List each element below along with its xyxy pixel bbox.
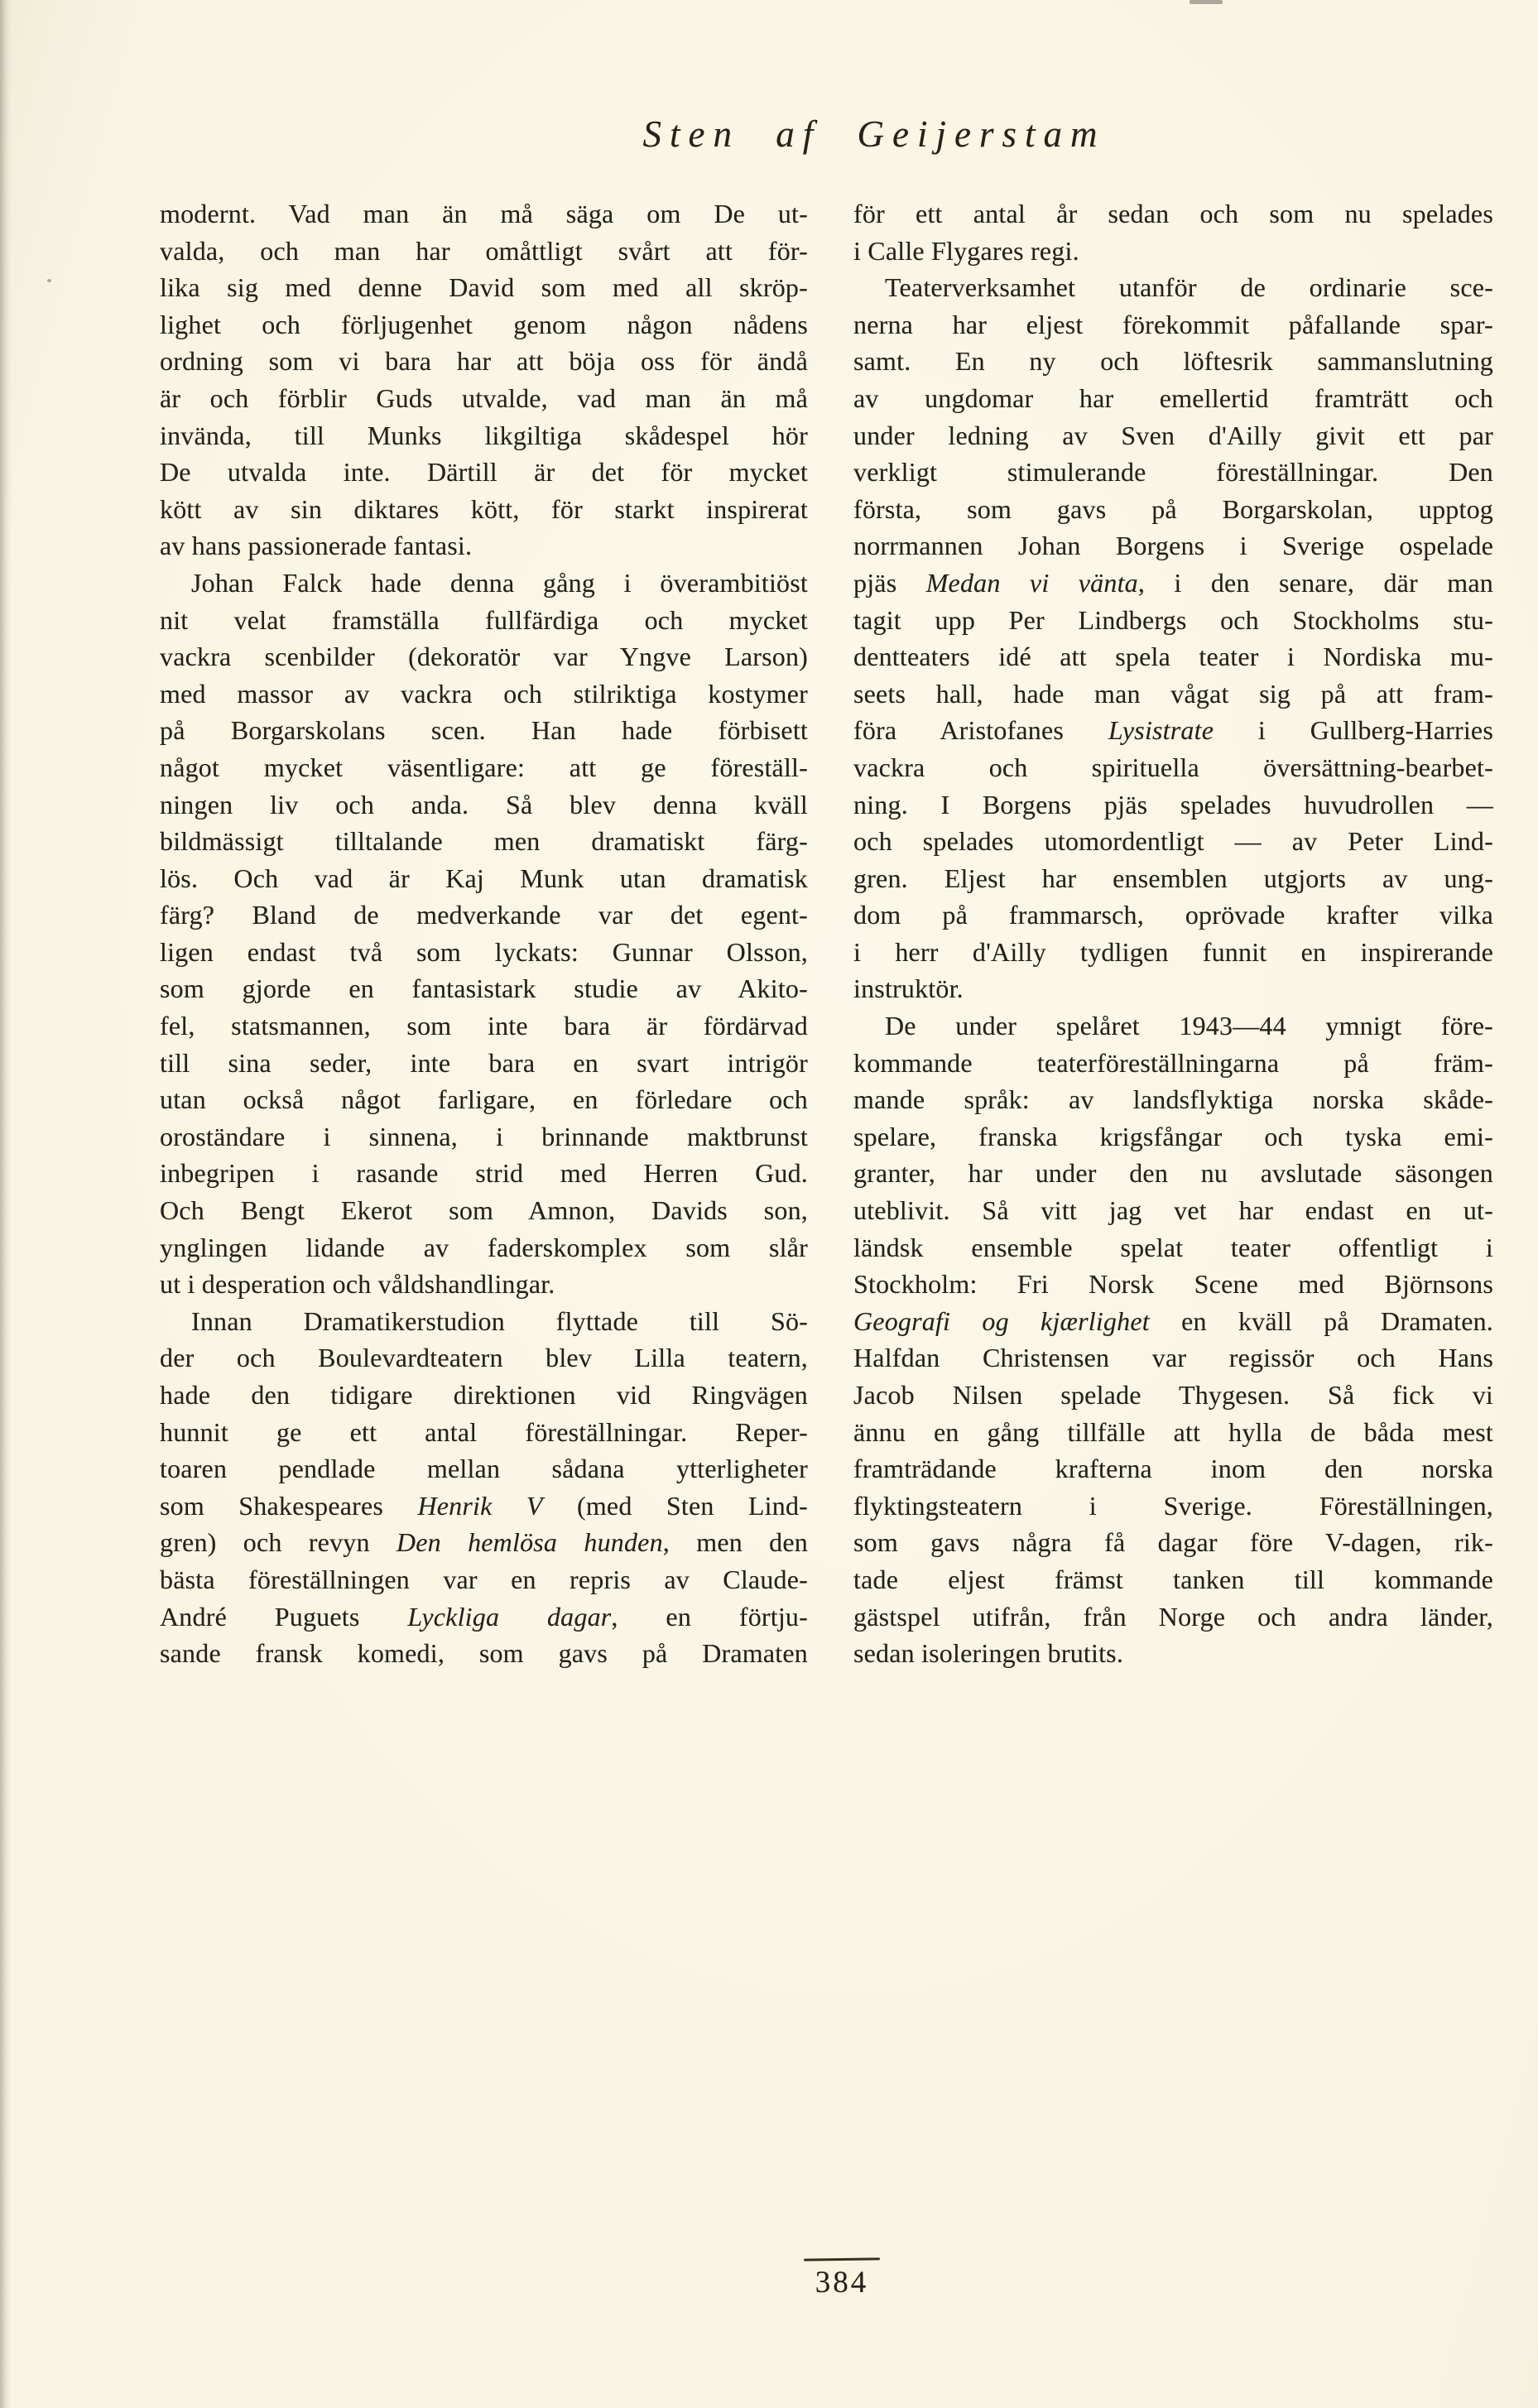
text-line: bildmässigt tilltalande men dramatiskt färg- xyxy=(160,826,808,857)
italic-play-title: Henrik V xyxy=(417,1490,543,1521)
text-line: med massor av vackra och stilriktiga kostymer xyxy=(160,678,808,709)
text-column-right xyxy=(853,195,1493,1672)
scan-artifact-speck xyxy=(47,279,51,282)
text-line: lika sig med denne David som med all skröp- xyxy=(160,272,808,303)
page-edge-shadow xyxy=(0,0,12,2408)
text-line: tade eljest främst tanken till kommande xyxy=(853,1564,1493,1594)
text-line: sande fransk komedi, som gavs på Dramaten xyxy=(160,1638,808,1669)
text-line: Innan Dramatikerstudion flyttade till Sö- xyxy=(191,1305,808,1336)
text-line: av hans passionerade fantasi. xyxy=(160,531,473,561)
text-line: något mycket väsentligare: att ge föreställ- xyxy=(160,752,808,782)
text-line: ynglingen lidande av faderskomplex som slår xyxy=(160,1232,808,1262)
italic-play-title: Lysistrate xyxy=(1108,715,1214,746)
text-line: Stockholm: Fri Norsk Scene med Björnsons xyxy=(853,1269,1493,1300)
paragraph xyxy=(853,1007,1493,1672)
italic-play-title: Medan vi vänta xyxy=(925,567,1138,598)
text-line: Halfdan Christensen var regissör och Hans xyxy=(853,1343,1493,1373)
text-line: uteblivit. Så vitt jag vet har endast en ut- xyxy=(853,1195,1493,1226)
text-line: modernt. Vad man än må säga om De ut- xyxy=(160,199,808,228)
text-line: fel, statsmannen, som inte bara är fördärvad xyxy=(160,1011,808,1041)
text-line: nit velat framställa fullfärdiga och mycket xyxy=(160,604,808,635)
text-line: som gjorde en fantasistark studie av Akito- xyxy=(160,973,808,1004)
text-line: framträdande krafterna inom den norska xyxy=(853,1454,1493,1484)
page-number-rule xyxy=(804,2257,880,2261)
text-line: för ett antal år sedan och som nu spelades xyxy=(853,199,1493,228)
text-line: ännu en gång tillfälle att hylla de båda mest xyxy=(853,1416,1493,1447)
text-line: ordning som vi bara har att böja oss för ändå xyxy=(160,346,808,377)
text-line: invända, till Munks likgiltiga skådespel hör xyxy=(160,420,808,450)
text-line: André Puguets Lyckliga dagar, en förtju- xyxy=(160,1601,808,1632)
text-line: der och Boulevardteatern blev Lilla teatern, xyxy=(160,1343,808,1373)
text-line: De utvalda inte. Därtill är det för mycket xyxy=(160,457,808,488)
text-line: till sina seder, inte bara en svart intrigör xyxy=(160,1047,808,1078)
text-line: Geografi og kjærlighet en kväll på Dramaten. xyxy=(853,1305,1493,1336)
scan-artifact-dash xyxy=(1190,0,1223,4)
text-line: föra Aristofanes Lysistrate i Gullberg-Harries xyxy=(853,715,1493,746)
text-line: som Shakespeares Henrik V (med Sten Lind- xyxy=(160,1490,809,1521)
text-line: i herr d'Ailly tydligen funnit en inspirerande xyxy=(853,936,1493,967)
text-line: flyktingsteatern i Sverige. Föreställningen, xyxy=(853,1490,1493,1521)
text-line: dentteaters idé att spela teater i Nordiska mu- xyxy=(853,642,1493,672)
text-line: vackra och spirituella översättning-bearbet- xyxy=(853,752,1493,782)
text-line: hade den tidigare direktionen vid Ringvägen xyxy=(160,1380,808,1410)
text-line: under ledning av Sven d'Ailly givit ett par xyxy=(853,420,1493,450)
text-line: verkligt stimulerande föreställningar. Den xyxy=(853,457,1493,488)
text-line: gren. Eljest har ensemblen utgjorts av ung- xyxy=(853,863,1493,893)
page-footer xyxy=(0,2252,1538,2318)
text-line: kommande teaterföreställningarna på främ- xyxy=(853,1047,1493,1078)
text-line: samt. En ny och löftesrik sammanslutning xyxy=(853,346,1493,377)
text-line: kött av sin diktares kött, för starkt inspirerat xyxy=(160,493,808,524)
text-line: gästspel utifrån, från Norge och andra länder, xyxy=(853,1601,1493,1632)
text-line: första, som gavs på Borgarskolan, upptog xyxy=(853,493,1493,524)
text-line: Johan Falck hade denna gång i överambitiöst xyxy=(191,567,808,598)
text-line: Och Bengt Ekerot som Amnon, Davids son, xyxy=(160,1195,808,1226)
text-line: spelare, franska krigsfångar och tyska emi- xyxy=(853,1121,1493,1151)
text-line: mande språk: av landsflyktiga norska skåde- xyxy=(853,1084,1493,1115)
paragraph xyxy=(853,195,1493,269)
text-line: dom på frammarsch, oprövade krafter vilka xyxy=(853,900,1493,930)
text-line: lighet och förljugenhet genom någon nådens xyxy=(160,309,808,339)
text-line: Teaterverksamhet utanför de ordinarie sce- xyxy=(885,272,1493,303)
text-line: toaren pendlade mellan sådana ytterligheter xyxy=(160,1454,808,1484)
text-line: instruktör. xyxy=(853,973,964,1004)
text-line: av ungdomar har emellertid framträtt och xyxy=(853,382,1493,413)
text-line: tagit upp Per Lindbergs och Stockholms stu- xyxy=(853,604,1493,635)
text-line: är och förblir Guds utvalde, vad man än må xyxy=(160,382,808,413)
text-line: valda, och man har omåttligt svårt att för- xyxy=(160,235,808,266)
text-line: pjäs Medan vi vänta, i den senare, där man xyxy=(853,567,1493,598)
italic-play-title: Geografi og kjærlighet xyxy=(853,1305,1150,1336)
paragraph xyxy=(160,195,808,565)
paragraph xyxy=(160,565,808,1303)
text-line: granter, har under den nu avslutade säsongen xyxy=(853,1158,1493,1189)
italic-play-title: Lyckliga dagar xyxy=(407,1601,612,1632)
text-line: som gavs några få dagar före V-dagen, rik- xyxy=(853,1527,1493,1558)
page-number: 384 xyxy=(815,2266,869,2300)
text-line: och spelades utomordentligt — av Peter Lind- xyxy=(853,826,1493,857)
text-line: vackra scenbilder (dekoratör var Yngve Larson) xyxy=(160,642,808,672)
text-line: ländsk ensemble spelat teater offentligt i xyxy=(853,1232,1493,1262)
text-line: färg? Bland de medverkande var det egent- xyxy=(160,900,808,930)
text-line: ning. I Borgens pjäs spelades huvudrollen — xyxy=(853,789,1493,819)
text-line: inbegripen i rasande strid med Herren Gud. xyxy=(160,1158,808,1189)
text-line: seets hall, hade man vågat sig på att fram- xyxy=(853,678,1493,709)
text-line: gren) och revyn Den hemlösa hunden, men den xyxy=(160,1527,808,1558)
text-line: i Calle Flygares regi. xyxy=(853,235,1079,266)
running-head-title: Sten af Geijerstam xyxy=(642,113,1106,155)
text-line: Jacob Nilsen spelade Thygesen. Så fick vi xyxy=(853,1380,1493,1410)
text-line: utan också något farligare, en förledare och xyxy=(160,1084,808,1115)
text-line: sedan isoleringen brutits. xyxy=(853,1638,1124,1669)
text-line: ningen liv och anda. Så blev denna kväll xyxy=(160,789,808,819)
text-line: De under spelåret 1943—44 ymnigt före- xyxy=(885,1011,1493,1041)
text-line: oroständare i sinnena, i brinnande maktbrunst xyxy=(160,1121,808,1151)
text-column-left xyxy=(160,195,808,1672)
text-line: ut i desperation och våldshandlingar. xyxy=(160,1269,555,1300)
paragraph xyxy=(853,269,1493,1007)
text-line: ligen endast två som lyckats: Gunnar Olsson, xyxy=(160,936,808,967)
text-line: på Borgarskolans scen. Han hade förbisett xyxy=(160,715,808,746)
italic-play-title: Den hemlösa hunden xyxy=(396,1527,663,1558)
text-line: lös. Och vad är Kaj Munk utan dramatisk xyxy=(160,863,808,893)
paragraph xyxy=(160,1303,808,1672)
text-line: norrmannen Johan Borgens i Sverige ospelade xyxy=(853,531,1493,561)
text-line: hunnit ge ett antal föreställningar. Reper- xyxy=(160,1416,808,1447)
text-line: bästa föreställningen var en repris av Claude- xyxy=(160,1564,808,1594)
text-line: nerna har eljest förekommit påfallande spar- xyxy=(853,309,1493,339)
